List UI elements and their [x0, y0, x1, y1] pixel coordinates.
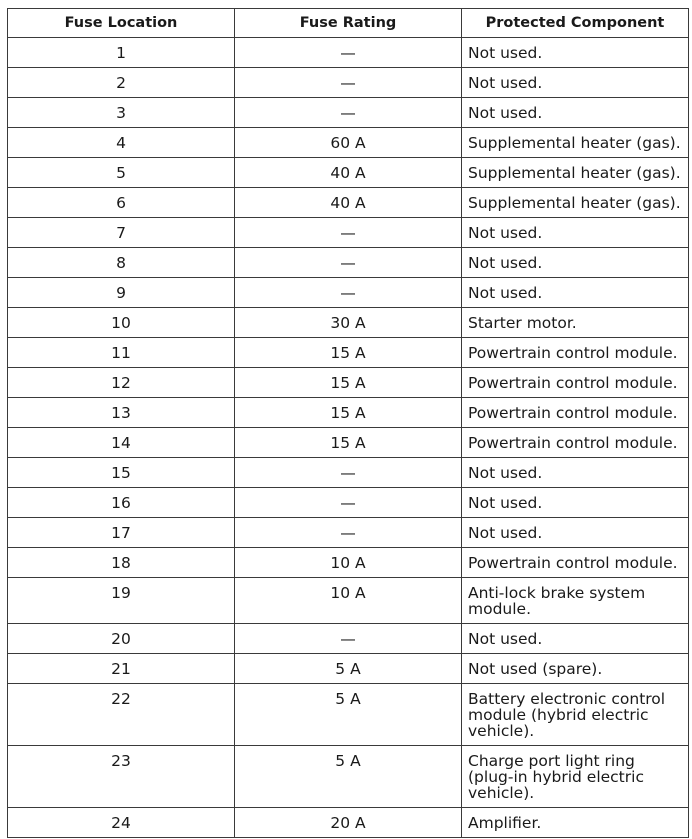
cell-fuse-rating: 20 A — [235, 808, 462, 838]
cell-fuse-location: 19 — [8, 578, 235, 624]
cell-fuse-location: 1 — [8, 38, 235, 68]
cell-protected-component: Not used. — [462, 68, 689, 98]
table-row — [8, 398, 689, 428]
cell-protected-component: Not used. — [462, 518, 689, 548]
table-row — [8, 248, 689, 278]
table-row — [8, 458, 689, 488]
table-row — [8, 128, 689, 158]
cell-fuse-location: 20 — [8, 624, 235, 654]
table-row — [8, 684, 689, 746]
table-row — [8, 428, 689, 458]
cell-protected-component: Amplifier. — [462, 808, 689, 838]
table-row — [8, 578, 689, 624]
cell-fuse-location: 7 — [8, 218, 235, 248]
cell-fuse-rating: — — [235, 518, 462, 548]
cell-fuse-rating: 5 A — [235, 654, 462, 684]
cell-protected-component: Not used. — [462, 458, 689, 488]
cell-fuse-location: 3 — [8, 98, 235, 128]
table-row — [8, 624, 689, 654]
header-fuse-rating: Fuse Rating — [235, 9, 462, 38]
cell-protected-component: Powertrain control module. — [462, 398, 689, 428]
cell-fuse-rating: 40 A — [235, 188, 462, 218]
cell-fuse-rating: — — [235, 38, 462, 68]
cell-fuse-rating: 5 A — [235, 684, 462, 746]
cell-fuse-location: 17 — [8, 518, 235, 548]
cell-fuse-rating: — — [235, 218, 462, 248]
cell-fuse-location: 15 — [8, 458, 235, 488]
table-body — [8, 38, 689, 838]
cell-fuse-rating: — — [235, 624, 462, 654]
table-row — [8, 218, 689, 248]
cell-protected-component: Not used. — [462, 98, 689, 128]
table-row — [8, 338, 689, 368]
fuse-table — [7, 8, 689, 838]
cell-fuse-location: 6 — [8, 188, 235, 218]
cell-protected-component: Powertrain control module. — [462, 338, 689, 368]
cell-fuse-location: 24 — [8, 808, 235, 838]
table-row — [8, 654, 689, 684]
cell-fuse-rating: 5 A — [235, 746, 462, 808]
table-row — [8, 518, 689, 548]
cell-fuse-location: 14 — [8, 428, 235, 458]
cell-protected-component: Not used (spare). — [462, 654, 689, 684]
table-row — [8, 188, 689, 218]
table-row — [8, 746, 689, 808]
cell-fuse-rating: — — [235, 248, 462, 278]
cell-protected-component: Not used. — [462, 278, 689, 308]
cell-protected-component: Supplemental heater (gas). — [462, 188, 689, 218]
cell-protected-component: Powertrain control module. — [462, 428, 689, 458]
cell-fuse-rating: 15 A — [235, 338, 462, 368]
cell-fuse-rating: 15 A — [235, 428, 462, 458]
cell-fuse-location: 22 — [8, 684, 235, 746]
cell-protected-component: Not used. — [462, 624, 689, 654]
cell-fuse-location: 10 — [8, 308, 235, 338]
cell-fuse-location: 5 — [8, 158, 235, 188]
cell-fuse-rating: 40 A — [235, 158, 462, 188]
cell-fuse-rating: 10 A — [235, 548, 462, 578]
header-fuse-location: Fuse Location — [8, 9, 235, 38]
cell-protected-component: Not used. — [462, 218, 689, 248]
table-header-row — [8, 9, 689, 38]
cell-fuse-location: 13 — [8, 398, 235, 428]
table-row — [8, 368, 689, 398]
cell-fuse-location: 23 — [8, 746, 235, 808]
cell-fuse-rating: — — [235, 458, 462, 488]
cell-protected-component: Not used. — [462, 38, 689, 68]
table-row — [8, 308, 689, 338]
cell-fuse-location: 8 — [8, 248, 235, 278]
table-row — [8, 488, 689, 518]
cell-protected-component: Battery electronic control module (hybrid electric vehicle). — [462, 684, 689, 746]
table-row — [8, 808, 689, 838]
cell-protected-component: Not used. — [462, 488, 689, 518]
cell-fuse-location: 9 — [8, 278, 235, 308]
cell-protected-component: Charge port light ring (plug-in hybrid electric vehicle). — [462, 746, 689, 808]
cell-fuse-location: 4 — [8, 128, 235, 158]
cell-fuse-location: 18 — [8, 548, 235, 578]
cell-protected-component: Anti-lock brake system module. — [462, 578, 689, 624]
table-row — [8, 38, 689, 68]
cell-fuse-rating: 15 A — [235, 368, 462, 398]
cell-fuse-rating: 10 A — [235, 578, 462, 624]
cell-fuse-rating: — — [235, 278, 462, 308]
table-row — [8, 68, 689, 98]
cell-protected-component: Supplemental heater (gas). — [462, 128, 689, 158]
cell-fuse-rating: 30 A — [235, 308, 462, 338]
table-row — [8, 98, 689, 128]
cell-protected-component: Supplemental heater (gas). — [462, 158, 689, 188]
cell-fuse-location: 12 — [8, 368, 235, 398]
cell-fuse-rating: 60 A — [235, 128, 462, 158]
cell-fuse-location: 21 — [8, 654, 235, 684]
cell-fuse-location: 11 — [8, 338, 235, 368]
cell-protected-component: Not used. — [462, 248, 689, 278]
cell-protected-component: Starter motor. — [462, 308, 689, 338]
cell-fuse-location: 16 — [8, 488, 235, 518]
cell-fuse-rating: — — [235, 98, 462, 128]
table-row — [8, 278, 689, 308]
table-row — [8, 158, 689, 188]
table-row — [8, 548, 689, 578]
header-protected-component: Protected Component — [462, 9, 689, 38]
cell-fuse-rating: — — [235, 488, 462, 518]
cell-protected-component: Powertrain control module. — [462, 368, 689, 398]
cell-protected-component: Powertrain control module. — [462, 548, 689, 578]
cell-fuse-rating: — — [235, 68, 462, 98]
cell-fuse-location: 2 — [8, 68, 235, 98]
cell-fuse-rating: 15 A — [235, 398, 462, 428]
